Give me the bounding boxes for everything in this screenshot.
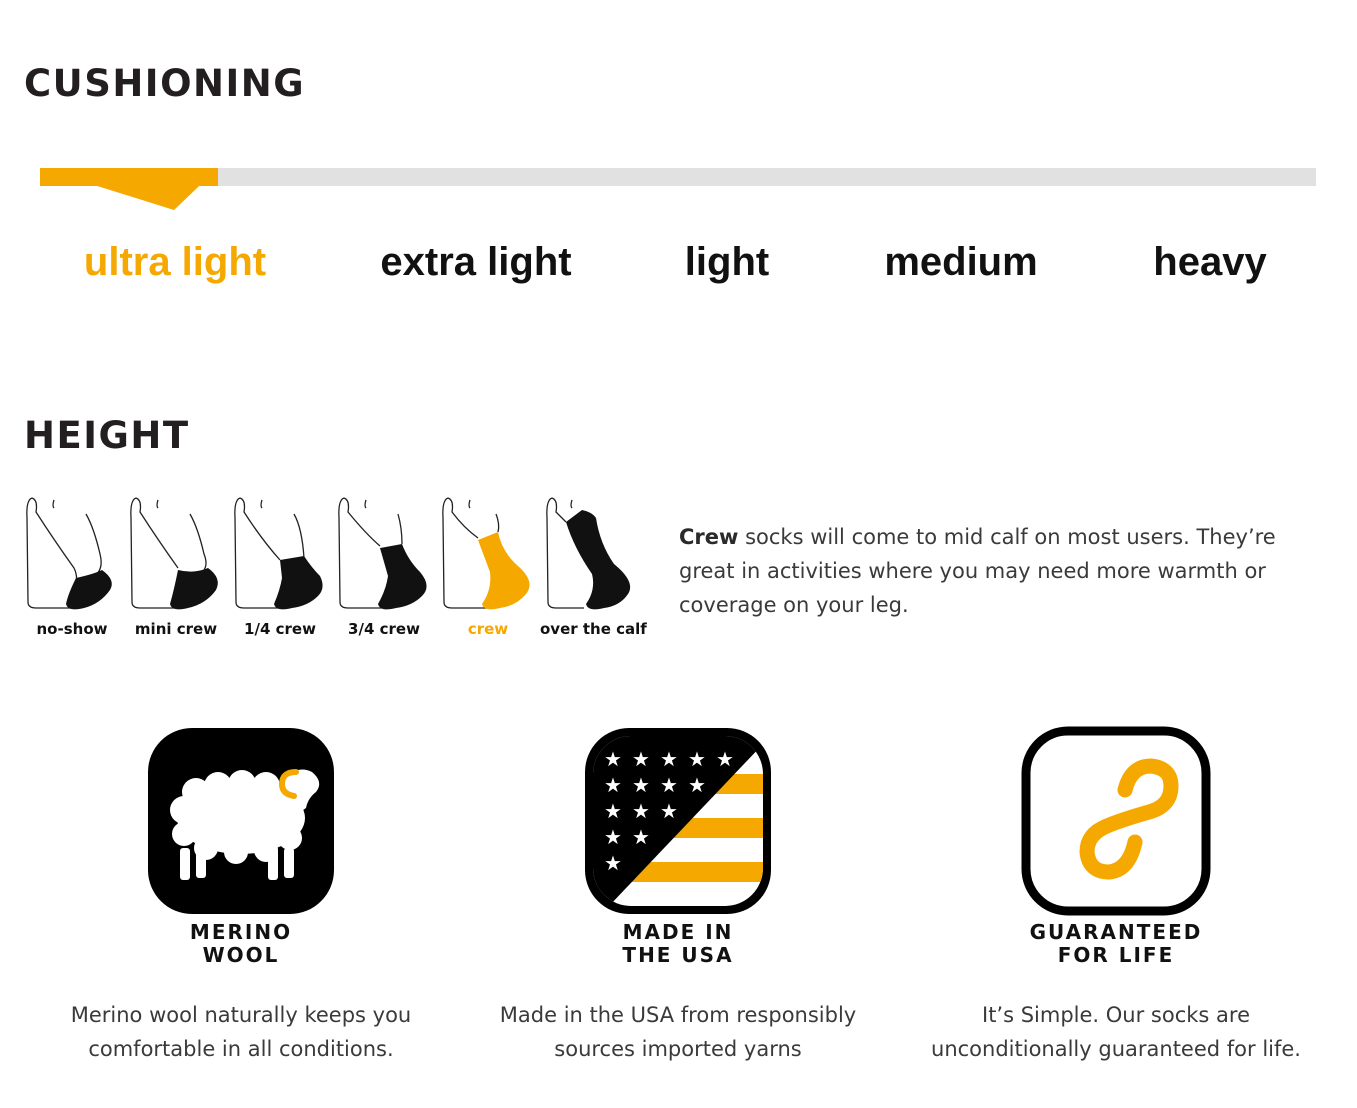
cushioning-level-light[interactable]: light: [684, 240, 770, 284]
crew-sock-icon: [440, 494, 536, 614]
height-option-crew[interactable]: [436, 492, 540, 642]
mini-crew-sock-icon: [128, 494, 224, 614]
height-option-three-quarter-crew[interactable]: [332, 492, 436, 642]
svg-text:★: ★: [632, 799, 650, 823]
svg-text:★: ★: [604, 773, 622, 797]
svg-text:★: ★: [632, 773, 650, 797]
feature-text-guaranteed-for-life: It’s Simple. Our socks are unconditionally guaranteed for life.: [931, 1003, 1301, 1061]
height-option-over-the-calf[interactable]: [540, 492, 647, 642]
height-description: [679, 520, 1319, 622]
cushioning-slider-pointer[interactable]: [40, 168, 220, 212]
svg-text:★: ★: [604, 799, 622, 823]
cushioning-levels: [0, 240, 1357, 300]
cushioning-level-heavy[interactable]: heavy: [1153, 240, 1267, 284]
svg-text:★: ★: [604, 825, 622, 849]
infinity-icon: [1021, 726, 1211, 916]
height-option-mini-crew[interactable]: [124, 492, 228, 642]
cushioning-level-ultra-light[interactable]: ultra light: [83, 240, 267, 284]
height-title: HEIGHT: [24, 414, 190, 457]
svg-text:★: ★: [632, 825, 650, 849]
feature-title-merino-wool: MERINO WOOL: [189, 920, 293, 967]
quarter-crew-sock-icon: [232, 494, 328, 614]
svg-text:★: ★: [660, 773, 678, 797]
feature-guaranteed-for-life: [896, 726, 1336, 1086]
height-description-bold: Crew: [679, 525, 739, 549]
three-quarter-crew-sock-icon: [336, 494, 432, 614]
cushioning-level-medium[interactable]: medium: [884, 240, 1038, 284]
height-label-over-the-calf: over the calf: [540, 620, 647, 638]
height-description-text: socks will come to mid calf on most users. They’re great in activities where you may need more warmth or coverage on your leg.: [679, 525, 1276, 617]
cushioning-slider-track[interactable]: [40, 168, 1316, 186]
height-label-crew: crew: [467, 620, 509, 638]
feature-title-guaranteed-for-life: GUARANTEED FOR LIFE: [1029, 920, 1203, 967]
svg-text:★: ★: [660, 747, 678, 771]
height-option-quarter-crew[interactable]: [228, 492, 332, 642]
feature-text-merino-wool: Merino wool naturally keeps you comfortable in all conditions.: [70, 1003, 412, 1061]
svg-text:★: ★: [632, 747, 650, 771]
svg-text:★: ★: [716, 747, 734, 771]
height-label-quarter-crew: 1/4 crew: [244, 620, 316, 638]
height-label-three-quarter-crew: 3/4 crew: [348, 620, 420, 638]
svg-text:★: ★: [660, 799, 678, 823]
svg-text:★: ★: [688, 773, 706, 797]
height-options: [20, 492, 650, 642]
svg-text:★: ★: [604, 851, 622, 875]
no-show-sock-icon: [24, 494, 120, 614]
height-label-no-show: no-show: [36, 620, 108, 638]
cushioning-level-extra-light[interactable]: extra light: [380, 240, 572, 284]
cushioning-title: CUSHIONING: [24, 62, 306, 105]
height-option-no-show[interactable]: [20, 492, 124, 642]
feature-merino-wool: [21, 726, 461, 1086]
svg-text:★: ★: [604, 747, 622, 771]
height-label-mini-crew: mini crew: [134, 620, 218, 638]
svg-text:★: ★: [688, 747, 706, 771]
feature-made-in-usa: [458, 726, 898, 1086]
usa-flag-icon: [583, 726, 773, 916]
sheep-icon: [146, 726, 336, 916]
feature-title-made-in-usa: MADE IN THE USA: [622, 920, 734, 967]
over-the-calf-sock-icon: [544, 494, 640, 614]
feature-text-made-in-usa: Made in the USA from responsibly sources imported yarns: [499, 1003, 857, 1061]
